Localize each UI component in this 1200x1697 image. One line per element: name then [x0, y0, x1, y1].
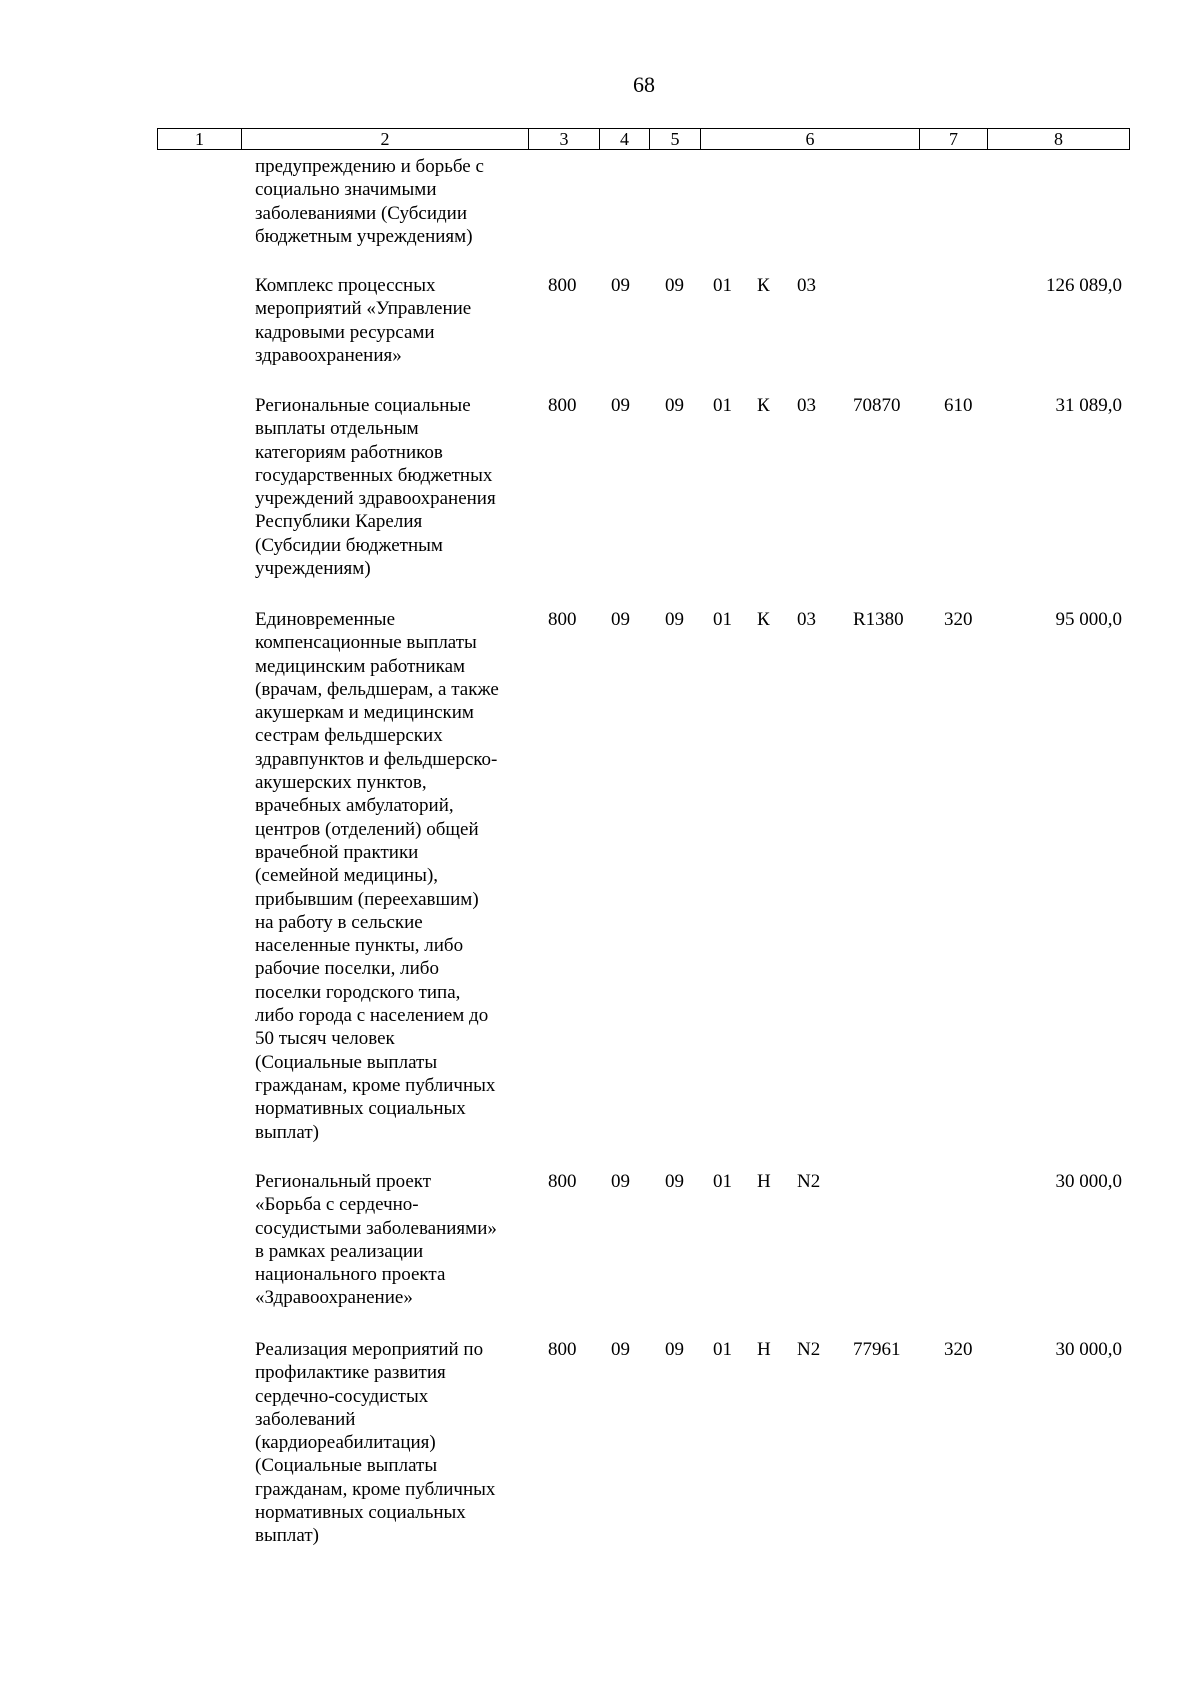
row-name: Комплекс процессных мероприятий «Управление кадровыми ресурсами здравоохранения» [255, 275, 472, 366]
row-col-6-type: К [757, 275, 770, 296]
row-name: Единовременные компенсационные выплаты медицинским работникам (врачам, фельдшерам, а также акушеркам и медицинским сестрам фельдшерских здравпунктов и фельдшерско- акушерских пунктов, врачебных амбулаторий, центров (отделений) общей врачебной практики (семейной медицины), прибывшим (переехавшим) на работу в сельские населенные пункты, либо рабочие поселки, либо поселки городского типа, либо города с населением до 50 тысяч человек (Социальные выплаты гражданам, кроме публичных нормативных социальных выплат) [255, 609, 499, 1143]
header-col-7: 7 [920, 129, 988, 149]
row-col-6-type: К [757, 395, 770, 416]
row-col-4: 09 [611, 1339, 630, 1360]
row-col-8: 30 000,0 [1055, 1339, 1122, 1360]
row-col-6-type: К [757, 609, 770, 630]
row-col-6-direction: 70870 [853, 395, 901, 416]
row-col-5: 09 [665, 395, 684, 416]
row-col-7: 320 [944, 609, 973, 630]
row-col-4: 09 [611, 609, 630, 630]
row-col-5: 09 [665, 609, 684, 630]
header-col-6: 6 [701, 129, 920, 149]
row-col-6-program: 01 [713, 395, 732, 416]
row-col-3: 800 [548, 1171, 577, 1192]
header-col-5: 5 [650, 129, 701, 149]
row-col-6-subprogram: 03 [797, 609, 816, 630]
row-name: Региональный проект «Борьба с сердечно- сосудистыми заболеваниями» в рамках реализации национального проекта «Здравоохранение» [255, 1171, 497, 1309]
row-col-5: 09 [665, 1171, 684, 1192]
row-col-6-direction: 77961 [853, 1339, 901, 1360]
row-col-3: 800 [548, 395, 577, 416]
row-name: Реализация мероприятий по профилактике развития сердечно-сосудистых заболеваний (кардиореабилитация) (Социальные выплаты гражданам, кроме публичных нормативных социальных выплат) [255, 1339, 496, 1547]
row-col-8: 30 000,0 [1055, 1171, 1122, 1192]
row-col-6-subprogram: 03 [797, 395, 816, 416]
row-name: предупреждению и борьбе с социально значимыми заболеваниями (Субсидии бюджетным учреждениям) [255, 156, 484, 247]
header-col-8: 8 [1054, 129, 1063, 149]
row-col-3: 800 [548, 275, 577, 296]
row-col-6-subprogram: 03 [797, 275, 816, 296]
row-col-7: 320 [944, 1339, 973, 1360]
row-col-7: 610 [944, 395, 973, 416]
row-col-8: 126 089,0 [1046, 275, 1122, 296]
row-col-3: 800 [548, 609, 577, 630]
row-col-6-direction: R1380 [853, 609, 904, 630]
row-col-5: 09 [665, 275, 684, 296]
header-col-1: 1 [158, 129, 242, 149]
header-col-2: 2 [242, 129, 529, 149]
row-col-4: 09 [611, 395, 630, 416]
header-col-4: 4 [600, 129, 650, 149]
row-col-6-type: Н [757, 1339, 771, 1360]
row-col-6-program: 01 [713, 1171, 732, 1192]
row-col-6-program: 01 [713, 1339, 732, 1360]
header-col-3: 3 [529, 129, 600, 149]
table-header-row [157, 128, 1130, 150]
row-col-6-program: 01 [713, 275, 732, 296]
row-col-5: 09 [665, 1339, 684, 1360]
page-number: 68 [633, 72, 655, 97]
row-col-8: 31 089,0 [1055, 395, 1122, 416]
row-col-6-program: 01 [713, 609, 732, 630]
row-col-4: 09 [611, 275, 630, 296]
row-name: Региональные социальные выплаты отдельным категориям работников государственных бюджетных учреждений здравоохранения Республики Карелия (Субсидии бюджетным учреждениям) [255, 395, 496, 580]
row-col-8: 95 000,0 [1055, 609, 1122, 630]
row-col-4: 09 [611, 1171, 630, 1192]
row-col-6-subprogram: N2 [797, 1171, 821, 1192]
row-col-6-type: Н [757, 1171, 771, 1192]
row-col-3: 800 [548, 1339, 577, 1360]
row-col-6-subprogram: N2 [797, 1339, 821, 1360]
